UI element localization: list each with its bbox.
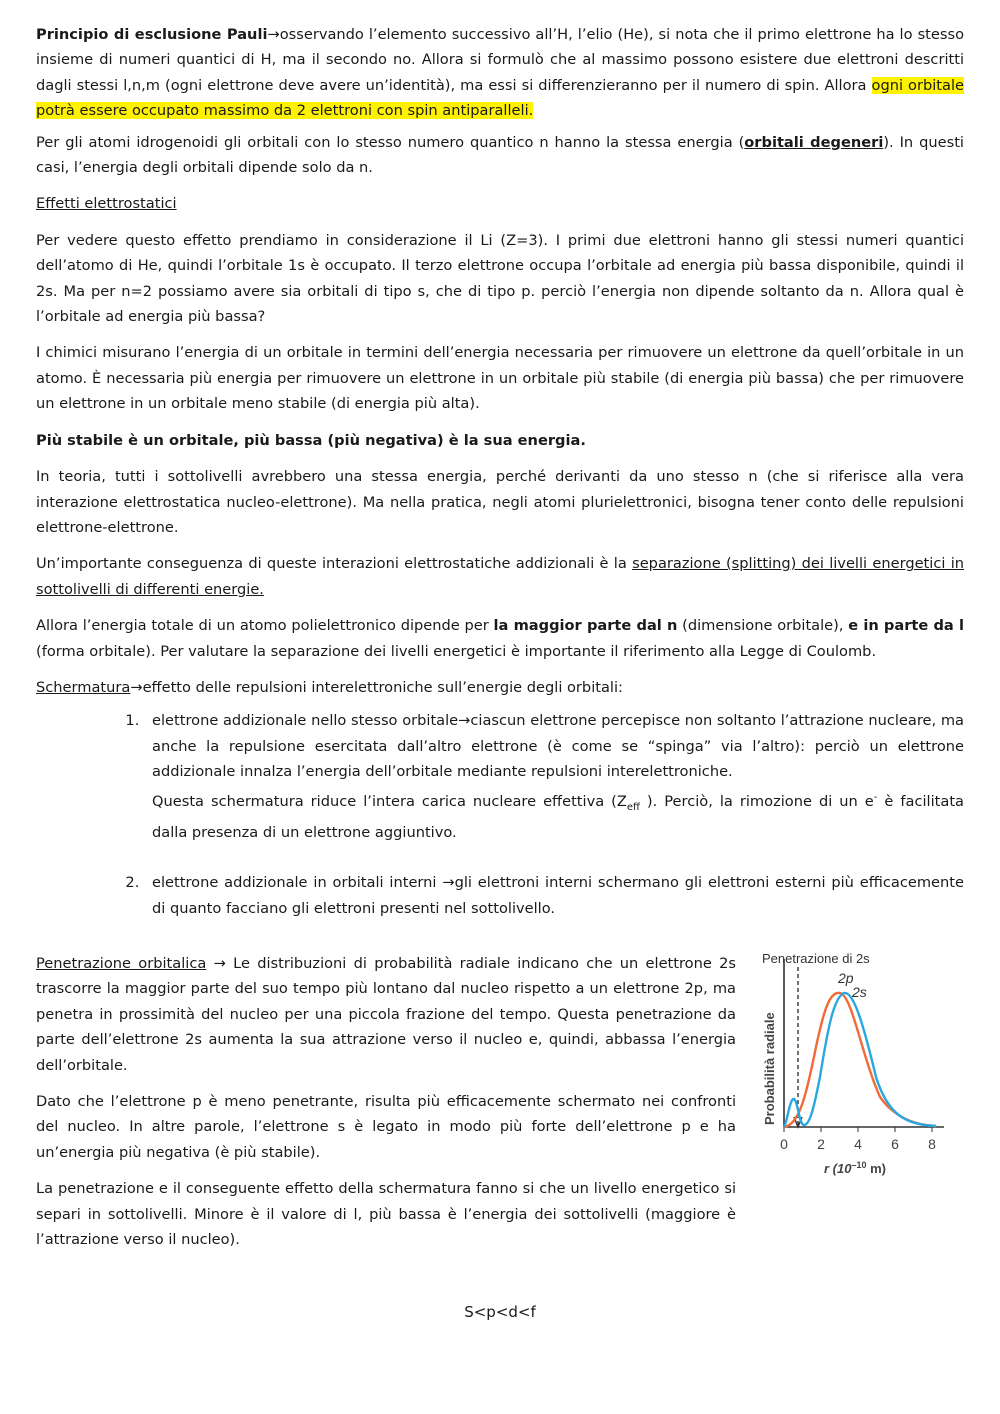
x-axis-label-unit: m) bbox=[866, 1160, 886, 1176]
penetrazione-paragraph bbox=[36, 951, 736, 1078]
penetrazione-section bbox=[36, 951, 964, 1252]
energia-bold-1: la maggior parte dal n bbox=[493, 617, 678, 635]
energia-text-1: Allora l’energia totale di un atomo polielettronico dipende per bbox=[36, 617, 494, 635]
pauli-highlight: ogni orbitale potrà essere occupato massimo da 2 elettroni con spin antiparalleli. bbox=[36, 76, 964, 120]
item1-text-c2: ). Perciò, la rimozione di un e bbox=[639, 792, 874, 810]
arrow-icon: → bbox=[267, 26, 280, 43]
stable-statement bbox=[36, 428, 964, 453]
chimici-paragraph: I chimici misurano l’energia di un orbitale in termini dell’energia necessaria per rimuovere un elettrone da quell’orbitale in un atomo. È necessaria più energia per rimuovere un elettrone in un orbitale più stabile (di energia più bassa) che per rimuovere un elettrone in un orbitale meno stabile (di energia più alta). bbox=[36, 344, 964, 413]
item1-text-b: ciascun elettrone percepisce non soltanto l’attrazione nucleare, ma anche la repulsione esercitata dall’altro elettrone (è come se “spinga” via l’altro): perciò un elettrone addizionale innalza l’energia dell’orbitale mediante repulsioni interelettroniche. bbox=[152, 712, 964, 781]
x-tick-labels bbox=[780, 1136, 936, 1152]
list-item bbox=[144, 708, 964, 870]
x-tick-label: 4 bbox=[854, 1135, 862, 1152]
arrow-icon: → bbox=[442, 874, 455, 892]
energia-text-3: (forma orbitale). Per valutare la separazione dei livelli energetici è importante il riferimento alla Legge di Coulomb. bbox=[36, 642, 877, 660]
li-paragraph: Per vedere questo effetto prendiamo in considerazione il Li (Z=3). I primi due elettroni hanno gli stessi numeri quantici dell’atomo di He, quindi l’orbitale 1s è occupato. Il terzo elettrone occupa l’orbitale ad energia più bassa disponibile, quindi il 2s. Ma per n=2 possiamo avere sia orbitali di tipo s, che di tipo p. perciò l’energia non dipende soltanto da n. Allora qual è l’orbitale ad energia più bassa? bbox=[36, 231, 964, 326]
degenerate-paragraph bbox=[36, 130, 964, 181]
x-axis-label bbox=[824, 1160, 886, 1176]
penetrazione-text-column bbox=[36, 951, 736, 1252]
x-tick-label: 0 bbox=[780, 1135, 788, 1152]
zeff-subscript: eff bbox=[626, 801, 640, 813]
arrow-icon: → bbox=[458, 712, 471, 730]
schermatura-paragraph bbox=[36, 675, 964, 700]
item2-text-b: gli elettroni interni schermano gli elettroni esterni più efficacemente di quanto facciano gli elettroni presenti nel sottolivello. bbox=[152, 874, 964, 917]
item1-text-a: elettrone addizionale nello stesso orbitale bbox=[152, 712, 459, 730]
arrow-icon: → bbox=[130, 678, 143, 696]
energia-bold-2: e in parte da l bbox=[848, 617, 964, 635]
item1-text-c3: è facilitata dalla presenza di un elettrone aggiuntivo. bbox=[152, 792, 964, 841]
x-axis-label-base: r (10 bbox=[824, 1160, 852, 1176]
electron-superscript: - bbox=[873, 791, 878, 803]
effetti-heading bbox=[36, 191, 964, 216]
stable-statement-bold: Più stabile è un orbitale, più bassa (più negativa) è la sua energia. bbox=[36, 431, 586, 449]
conseguenza-text: Un’importante conseguenza di queste interazioni elettrostatiche addizionali è la bbox=[36, 555, 633, 573]
schermatura-list bbox=[36, 708, 964, 921]
teoria-paragraph: In teoria, tutti i sottolivelli avrebbero una stessa energia, perché derivanti da uno stesso n (che si riferisce alla vera interazione elettrostatica nucleo-elettrone). Ma nella pratica, negli atomi plurielettronici, bisogna tener conto delle repulsioni elettrone-elettrone. bbox=[36, 468, 964, 536]
degenerate-term: orbitali degeneri bbox=[744, 133, 884, 151]
pauli-title: Principio di esclusione Pauli bbox=[36, 26, 268, 43]
conseguenza-paragraph bbox=[36, 551, 964, 602]
penetrazione-text: Le distribuzioni di probabilità radiale indicano che un elettrone 2s trascorre la maggior parte del suo tempo più lontano dal nucleo rispetto a un elettrone 2p, ma penetra in prossimità del nucleo per una piccola frazione del tempo. Questa penetrazione da parte dell’elettrone 2s aumenta la sua attrazione verso il nucleo e, quindi, abbassa l’energia dell’orbitale. bbox=[36, 954, 736, 1074]
list-item bbox=[144, 870, 964, 921]
x-tick-label: 2 bbox=[817, 1135, 825, 1152]
pauli-text: osservando l’elemento successivo all’H, l’elio (He), si nota che il primo elettrone ha lo stesso insieme di numeri quantici di H, ma il secondo no. Allora si formulò che al massimo possono esistere due elettroni descritti dagli stessi l,n,m (ogni elettrone deve avere un’identità), ma essi si differenzieranno per il numero di spin. Allora bbox=[36, 26, 965, 94]
schermatura-text: effetto delle repulsioni interelettroniche sull’energie degli orbitali: bbox=[142, 678, 623, 696]
pauli-paragraph bbox=[36, 22, 964, 124]
label-2s: 2s bbox=[852, 983, 867, 1000]
document-page bbox=[36, 22, 964, 1263]
curve-2s bbox=[784, 993, 936, 1127]
energia-totale-paragraph bbox=[36, 613, 964, 664]
penetrazione-conclusion-paragraph: La penetrazione e il conseguente effetto della schermatura fanno si che un livello energetico si separi in sottolivelli. Minore è il valore di l, più bassa è l’energia dei sottolivelli (maggiore è l’attrazione verso il nucleo). bbox=[36, 1180, 736, 1249]
arrow-icon: → bbox=[206, 954, 234, 972]
degenerate-text-post: ). In questi casi, l’energia degli orbitali dipende solo da n. bbox=[36, 133, 964, 177]
elettrone-p-paragraph: Dato che l’elettrone p è meno penetrante, risulta più efficacemente schermato nei confronti del nucleo. In altre parole, l’elettrone s è legato in modo più forte dell’elettrone p e ha un’energia più negativa (è più stabile). bbox=[36, 1092, 736, 1161]
degenerate-text-pre: Per gli atomi idrogenoidi gli orbitali con lo stesso numero quantico n hanno la stessa energia ( bbox=[36, 133, 745, 151]
item2-text-a: elettrone addizionale in orbitali interni bbox=[152, 874, 443, 892]
x-tick-label: 6 bbox=[891, 1135, 899, 1152]
conseguenza-underlined: separazione (splitting) dei livelli energetici in sottolivelli di differenti energie. bbox=[36, 555, 964, 598]
curve-2p bbox=[784, 993, 936, 1127]
schermatura-term: Schermatura bbox=[36, 678, 131, 696]
y-axis-label: Probabilità radiale bbox=[762, 1012, 777, 1125]
item1-text-c1: Questa schermatura riduce l’intera carica nucleare effettiva (Z bbox=[152, 792, 627, 810]
energia-text-2: (dimensione orbitale), bbox=[677, 617, 849, 635]
label-2p: 2p bbox=[838, 969, 854, 986]
page-footer: S<p<d<f bbox=[464, 1303, 536, 1321]
radial-probability-figure bbox=[754, 947, 964, 1187]
figure-title: Penetrazione di 2s bbox=[762, 950, 870, 966]
penetrazione-term: Penetrazione orbitalica bbox=[36, 954, 207, 972]
effetti-heading-text: Effetti elettrostatici bbox=[36, 195, 177, 213]
x-axis-label-exp: –10 bbox=[851, 1159, 867, 1170]
x-tick-label: 8 bbox=[928, 1135, 936, 1152]
